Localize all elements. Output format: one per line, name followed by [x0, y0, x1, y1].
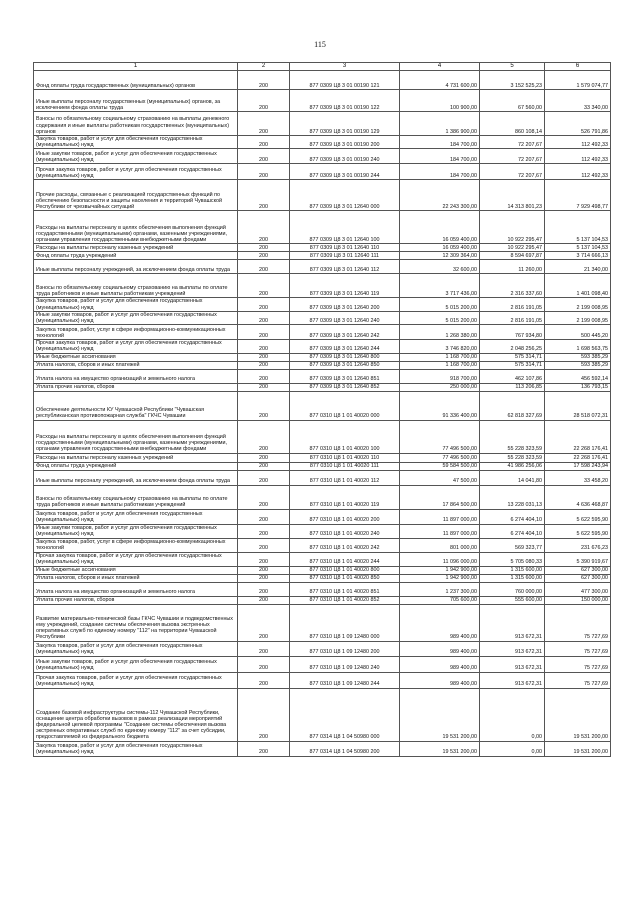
table-row	[34, 604, 611, 641]
row-code-2: 200	[238, 656, 290, 672]
row-name: Уплата налога на имущество организаций и земельного налога	[34, 582, 238, 596]
row-budget-code: 877 0310 Ц8 1 01 40020 242	[290, 538, 400, 552]
table-row	[34, 391, 611, 420]
table-row	[34, 274, 611, 298]
table-row	[34, 596, 611, 604]
row-value-4: 918 700,00	[400, 369, 480, 383]
table-row	[34, 180, 611, 211]
row-value-4: 1 237 300,00	[400, 582, 480, 596]
row-budget-code: 877 0310 Ц8 1 01 40020 112	[290, 470, 400, 485]
row-value-6: 1 579 074,77	[545, 71, 611, 90]
row-name: Взносы по обязательному социальному страхованию на выплаты денежного содержания и иные выплаты работникам государственных (муниципальных) органов	[34, 112, 238, 136]
row-budget-code: 877 0310 Ц8 1 01 40020 851	[290, 582, 400, 596]
row-name: Закупка товаров, работ и услуг для обеспечения государственных (муниципальных) нужд	[34, 298, 238, 311]
row-name: Прочая закупка товаров, работ и услуг для обеспечения государственных (муниципальных) нужд	[34, 672, 238, 688]
row-budget-code: 877 0310 Ц8 1 09 12480 200	[290, 641, 400, 656]
row-budget-code: 877 0309 Ц8 3 01 12640 112	[290, 260, 400, 274]
row-value-6: 19 531 200,00	[545, 741, 611, 756]
row-code-2: 200	[238, 180, 290, 211]
row-budget-code: 877 0309 Ц8 3 01 12640 800	[290, 353, 400, 361]
row-value-5: 0,00	[480, 741, 545, 756]
row-value-4: 47 500,00	[400, 470, 480, 485]
row-code-2: 200	[238, 112, 290, 136]
table-row	[34, 552, 611, 566]
row-value-6: 5 390 919,67	[545, 552, 611, 566]
row-value-6: 112 492,33	[545, 136, 611, 149]
table-row	[34, 688, 611, 741]
row-value-4: 77 496 500,00	[400, 420, 480, 453]
row-budget-code: 877 0309 Ц8 3 01 12640 852	[290, 383, 400, 391]
table-row	[34, 112, 611, 136]
row-value-6: 2 199 008,95	[545, 298, 611, 311]
row-value-5: 2 816 191,05	[480, 298, 545, 311]
row-value-4: 3 746 820,00	[400, 340, 480, 353]
table-row	[34, 353, 611, 361]
row-code-2: 200	[238, 260, 290, 274]
row-budget-code: 877 0310 Ц8 1 01 40020 000	[290, 391, 400, 420]
row-value-4: 16 059 400,00	[400, 244, 480, 252]
row-value-6: 500 445,20	[545, 325, 611, 340]
table-row	[34, 574, 611, 582]
column-header: 6	[545, 63, 611, 71]
row-budget-code: 877 0309 Ц8 3 01 12640 110	[290, 244, 400, 252]
row-name: Взносы по обязательному социальному страхованию на выплаты по оплате труда работников и иные выплаты работникам учреждений	[34, 485, 238, 509]
row-name: Уплата налога на имущество организаций и земельного налога	[34, 369, 238, 383]
row-value-5: 0,00	[480, 688, 545, 741]
table-row	[34, 211, 611, 244]
row-code-2: 200	[238, 566, 290, 574]
row-value-6: 4 636 468,87	[545, 485, 611, 509]
table-row	[34, 260, 611, 274]
row-code-2: 200	[238, 462, 290, 470]
row-code-2: 200	[238, 340, 290, 353]
row-value-5: 72 207,67	[480, 136, 545, 149]
row-name: Иные выплаты персоналу учреждений, за исключением фонда оплаты труда	[34, 470, 238, 485]
table-row	[34, 656, 611, 672]
row-value-4: 184 700,00	[400, 164, 480, 180]
row-name: Закупка товаров, работ, услуг в сфере информационно-коммуникационных технологий	[34, 538, 238, 552]
row-budget-code: 877 0309 Ц8 3 01 12640 242	[290, 325, 400, 340]
row-budget-code: 877 0309 Ц8 3 01 00190 129	[290, 112, 400, 136]
row-value-5: 14 041,80	[480, 470, 545, 485]
row-value-5: 11 260,00	[480, 260, 545, 274]
table-row	[34, 252, 611, 260]
row-budget-code: 877 0310 Ц8 1 01 40020 200	[290, 509, 400, 524]
row-budget-code: 877 0309 Ц8 3 01 12640 851	[290, 369, 400, 383]
row-code-2: 200	[238, 136, 290, 149]
row-value-5: 8 594 697,87	[480, 252, 545, 260]
table-row	[34, 741, 611, 756]
row-budget-code: 877 0310 Ц8 1 01 40020 850	[290, 574, 400, 582]
row-value-6: 5 622 595,90	[545, 509, 611, 524]
row-name: Закупка товаров, работ и услуг для обеспечения государственных (муниципальных) нужд	[34, 641, 238, 656]
row-value-5: 55 228 323,59	[480, 453, 545, 462]
row-budget-code: 877 0309 Ц8 3 01 12640 119	[290, 274, 400, 298]
row-value-4: 989 400,00	[400, 672, 480, 688]
row-value-5: 2 048 256,25	[480, 340, 545, 353]
row-value-4: 16 059 400,00	[400, 211, 480, 244]
row-name: Прочая закупка товаров, работ и услуг для обеспечения государственных (муниципальных) нужд	[34, 164, 238, 180]
row-code-2: 200	[238, 244, 290, 252]
row-name: Иные выплаты персоналу учреждений, за исключением фонда оплаты труда	[34, 260, 238, 274]
row-name: Обеспечение деятельности КУ Чувашской Республики "Чувашская республиканская противопожарная служба" ГКЧС Чувашии	[34, 391, 238, 420]
row-value-5: 72 207,67	[480, 164, 545, 180]
row-value-5: 3 152 525,23	[480, 71, 545, 90]
row-name: Уплата налогов, сборов и иных платежей	[34, 361, 238, 369]
row-value-6: 28 518 072,31	[545, 391, 611, 420]
row-code-2: 200	[238, 361, 290, 369]
row-value-5: 2 316 337,60	[480, 274, 545, 298]
row-value-5: 72 207,67	[480, 149, 545, 164]
row-name: Уплата прочих налогов, сборов	[34, 596, 238, 604]
row-value-5: 860 108,14	[480, 112, 545, 136]
row-value-4: 100 900,00	[400, 90, 480, 112]
row-value-4: 1 942 900,00	[400, 566, 480, 574]
row-code-2: 200	[238, 211, 290, 244]
row-code-2: 200	[238, 325, 290, 340]
table-row	[34, 524, 611, 538]
row-name: Расходы на выплаты персоналу в целях обеспечения выполнения функций государственными (муниципальными) органами, казенными учреждениями, органами управления государственными внебюджетными фондами	[34, 420, 238, 453]
row-value-5: 913 672,31	[480, 641, 545, 656]
row-value-4: 1 168 700,00	[400, 353, 480, 361]
row-value-5: 62 818 327,69	[480, 391, 545, 420]
row-value-6: 112 492,33	[545, 164, 611, 180]
row-code-2: 200	[238, 274, 290, 298]
row-value-4: 19 531 200,00	[400, 688, 480, 741]
row-value-6: 231 676,23	[545, 538, 611, 552]
table-row	[34, 453, 611, 462]
row-budget-code: 877 0309 Ц8 3 01 12640 100	[290, 211, 400, 244]
budget-table	[33, 62, 611, 757]
row-value-6: 7 929 498,77	[545, 180, 611, 211]
table-row	[34, 485, 611, 509]
row-budget-code: 877 0309 Ц8 3 01 00190 200	[290, 136, 400, 149]
row-value-4: 11 096 000,00	[400, 552, 480, 566]
row-value-6: 2 199 008,95	[545, 311, 611, 324]
row-code-2: 200	[238, 641, 290, 656]
row-value-4: 59 584 500,00	[400, 462, 480, 470]
row-value-6: 19 531 200,00	[545, 688, 611, 741]
row-code-2: 200	[238, 470, 290, 485]
table-row	[34, 672, 611, 688]
column-header: 3	[290, 63, 400, 71]
row-value-4: 184 700,00	[400, 149, 480, 164]
row-name: Иные выплаты персоналу государственных (муниципальных) органов, за исключением фонда оплаты труда	[34, 90, 238, 112]
row-value-5: 5 705 080,33	[480, 552, 545, 566]
row-value-6: 593 385,29	[545, 361, 611, 369]
row-value-5: 1 315 600,00	[480, 574, 545, 582]
table-row	[34, 311, 611, 324]
row-value-6: 1 698 563,75	[545, 340, 611, 353]
row-value-4: 1 386 900,00	[400, 112, 480, 136]
row-name: Иные закупки товаров, работ и услуг для обеспечения государственных (муниципальных) нужд	[34, 149, 238, 164]
row-name: Иные закупки товаров, работ и услуг для обеспечения государственных (муниципальных) нужд	[34, 656, 238, 672]
row-value-4: 22 243 300,00	[400, 180, 480, 211]
row-code-2: 200	[238, 538, 290, 552]
row-value-4: 11 897 000,00	[400, 524, 480, 538]
row-budget-code: 877 0310 Ц8 1 01 40020 111	[290, 462, 400, 470]
row-code-2: 200	[238, 596, 290, 604]
row-value-5: 41 986 256,06	[480, 462, 545, 470]
row-name: Расходы на выплаты персоналу казенных учреждений	[34, 244, 238, 252]
table-row	[34, 369, 611, 383]
row-value-5: 6 274 404,10	[480, 509, 545, 524]
row-budget-code: 877 0309 Ц8 3 01 12640 000	[290, 180, 400, 211]
row-code-2: 200	[238, 383, 290, 391]
row-value-6: 477 300,00	[545, 582, 611, 596]
row-code-2: 200	[238, 688, 290, 741]
row-value-6: 5 622 595,90	[545, 524, 611, 538]
table-row	[34, 90, 611, 112]
row-value-6: 3 714 666,13	[545, 252, 611, 260]
row-code-2: 200	[238, 485, 290, 509]
row-budget-code: 877 0309 Ц8 3 01 00190 121	[290, 71, 400, 90]
row-budget-code: 877 0310 Ц8 1 01 40020 852	[290, 596, 400, 604]
row-code-2: 200	[238, 604, 290, 641]
row-budget-code: 877 0309 Ц8 3 01 12640 111	[290, 252, 400, 260]
row-value-6: 75 727,69	[545, 656, 611, 672]
row-value-4: 19 531 200,00	[400, 741, 480, 756]
table-row	[34, 71, 611, 90]
table-row	[34, 340, 611, 353]
row-name: Закупка товаров, работ, услуг в сфере информационно-коммуникационных технологий	[34, 325, 238, 340]
table-header-row	[34, 63, 611, 71]
row-value-5: 10 922 295,47	[480, 244, 545, 252]
table-row	[34, 244, 611, 252]
row-value-4: 989 400,00	[400, 604, 480, 641]
row-name: Прочая закупка товаров, работ и услуг для обеспечения государственных (муниципальных) нужд	[34, 552, 238, 566]
row-code-2: 200	[238, 90, 290, 112]
row-value-4: 17 864 500,00	[400, 485, 480, 509]
row-name: Уплата налогов, сборов и иных платежей	[34, 574, 238, 582]
table-row	[34, 361, 611, 369]
row-code-2: 200	[238, 741, 290, 756]
row-value-5: 55 228 323,59	[480, 420, 545, 453]
row-code-2: 200	[238, 353, 290, 361]
table-row	[34, 509, 611, 524]
row-value-5: 14 313 801,23	[480, 180, 545, 211]
row-value-4: 5 015 200,00	[400, 311, 480, 324]
row-value-4: 91 336 400,00	[400, 391, 480, 420]
row-name: Взносы по обязательному социальному страхованию на выплаты по оплате труда работников и иные выплаты работникам учреждений	[34, 274, 238, 298]
row-value-4: 11 897 000,00	[400, 509, 480, 524]
row-code-2: 200	[238, 672, 290, 688]
row-value-6: 22 268 176,41	[545, 420, 611, 453]
row-value-6: 1 401 098,40	[545, 274, 611, 298]
row-value-5: 555 600,00	[480, 596, 545, 604]
row-value-4: 77 496 500,00	[400, 453, 480, 462]
row-value-5: 767 934,80	[480, 325, 545, 340]
row-value-4: 989 400,00	[400, 641, 480, 656]
row-name: Иные бюджетные ассигнования	[34, 566, 238, 574]
row-name: Закупка товаров, работ и услуг для обеспечения государственных (муниципальных) нужд	[34, 136, 238, 149]
row-value-6: 136 793,15	[545, 383, 611, 391]
row-code-2: 200	[238, 552, 290, 566]
row-value-5: 67 560,00	[480, 90, 545, 112]
row-value-5: 10 922 295,47	[480, 211, 545, 244]
table-row	[34, 538, 611, 552]
row-value-6: 75 727,69	[545, 672, 611, 688]
table-row	[34, 383, 611, 391]
row-value-4: 1 942 900,00	[400, 574, 480, 582]
row-value-6: 75 727,69	[545, 604, 611, 641]
row-value-4: 4 731 600,00	[400, 71, 480, 90]
row-budget-code: 877 0309 Ц8 3 01 12640 850	[290, 361, 400, 369]
row-code-2: 200	[238, 509, 290, 524]
table-row	[34, 325, 611, 340]
row-budget-code: 877 0309 Ц8 3 01 12640 240	[290, 311, 400, 324]
row-value-6: 627 300,00	[545, 574, 611, 582]
row-budget-code: 877 0310 Ц8 1 01 40020 800	[290, 566, 400, 574]
row-name: Закупка товаров, работ и услуг для обеспечения государственных (муниципальных) нужд	[34, 509, 238, 524]
row-value-4: 801 000,00	[400, 538, 480, 552]
row-value-5: 913 672,31	[480, 604, 545, 641]
row-value-6: 5 137 104,53	[545, 244, 611, 252]
row-value-4: 1 168 700,00	[400, 361, 480, 369]
column-header: 1	[34, 63, 238, 71]
row-name: Расходы на выплаты персоналу казенных учреждений	[34, 453, 238, 462]
row-value-6: 627 300,00	[545, 566, 611, 574]
row-value-6: 150 000,00	[545, 596, 611, 604]
row-value-5: 575 314,71	[480, 353, 545, 361]
table-row	[34, 298, 611, 311]
row-code-2: 200	[238, 574, 290, 582]
row-value-5: 760 000,00	[480, 582, 545, 596]
row-budget-code: 877 0310 Ц8 1 01 40020 240	[290, 524, 400, 538]
row-budget-code: 877 0309 Ц8 3 01 12640 200	[290, 298, 400, 311]
row-budget-code: 877 0310 Ц8 1 09 12480 240	[290, 656, 400, 672]
row-code-2: 200	[238, 149, 290, 164]
row-code-2: 200	[238, 524, 290, 538]
row-value-6: 33 458,20	[545, 470, 611, 485]
row-value-6: 593 385,29	[545, 353, 611, 361]
row-code-2: 200	[238, 298, 290, 311]
row-value-4: 1 268 380,00	[400, 325, 480, 340]
row-name: Иные закупки товаров, работ и услуг для обеспечения государственных (муниципальных) нужд	[34, 524, 238, 538]
row-code-2: 200	[238, 420, 290, 453]
row-budget-code: 877 0314 Ц8 1 04 50980 200	[290, 741, 400, 756]
row-name: Фонд оплаты труда учреждений	[34, 252, 238, 260]
row-name: Фонд оплаты труда учреждений	[34, 462, 238, 470]
row-value-6: 526 791,86	[545, 112, 611, 136]
row-budget-code: 877 0310 Ц8 1 09 12480 244	[290, 672, 400, 688]
row-value-6: 17 598 243,94	[545, 462, 611, 470]
row-value-4: 32 600,00	[400, 260, 480, 274]
row-value-6: 112 492,33	[545, 149, 611, 164]
table-row	[34, 136, 611, 149]
row-value-6: 33 340,00	[545, 90, 611, 112]
row-name: Уплата прочих налогов, сборов	[34, 383, 238, 391]
table-row	[34, 641, 611, 656]
row-value-6: 22 268 176,41	[545, 453, 611, 462]
row-value-5: 913 672,31	[480, 672, 545, 688]
row-budget-code: 877 0314 Ц8 1 04 50980 000	[290, 688, 400, 741]
row-value-5: 575 314,71	[480, 361, 545, 369]
column-header: 4	[400, 63, 480, 71]
row-value-5: 6 274 404,10	[480, 524, 545, 538]
row-value-6: 456 592,14	[545, 369, 611, 383]
table-row	[34, 470, 611, 485]
table-row	[34, 462, 611, 470]
row-code-2: 200	[238, 369, 290, 383]
column-header: 5	[480, 63, 545, 71]
row-value-5: 913 672,31	[480, 656, 545, 672]
row-budget-code: 877 0310 Ц8 1 01 40020 244	[290, 552, 400, 566]
row-name: Прочие расходы, связанные с реализацией государственных функций по обеспечению безопасности и защиты населения и территорий Чувашской Республики от чрезвычайных ситуаций	[34, 180, 238, 211]
row-name: Развитие материально-технической базы ГКЧС Чувашии и подведомственных ему учреждений, создание системы обеспечения вызова экстренных оперативных служб по единому номеру "112" на территории Чувашской Республики	[34, 604, 238, 641]
row-budget-code: 877 0309 Ц8 3 01 00190 122	[290, 90, 400, 112]
row-budget-code: 877 0309 Ц8 3 01 00190 240	[290, 149, 400, 164]
row-name: Прочая закупка товаров, работ и услуг для обеспечения государственных (муниципальных) нужд	[34, 340, 238, 353]
row-budget-code: 877 0309 Ц8 3 01 12640 244	[290, 340, 400, 353]
row-name: Иные бюджетные ассигнования	[34, 353, 238, 361]
row-value-5: 13 228 031,13	[480, 485, 545, 509]
row-code-2: 200	[238, 252, 290, 260]
page-number: 115	[314, 40, 326, 49]
row-value-5: 462 107,86	[480, 369, 545, 383]
row-value-4: 705 600,00	[400, 596, 480, 604]
row-value-5: 2 816 191,05	[480, 311, 545, 324]
row-code-2: 200	[238, 71, 290, 90]
table-row	[34, 582, 611, 596]
row-code-2: 200	[238, 391, 290, 420]
row-value-5: 569 323,77	[480, 538, 545, 552]
row-budget-code: 877 0310 Ц8 1 01 40020 110	[290, 453, 400, 462]
row-budget-code: 877 0309 Ц8 3 01 00190 244	[290, 164, 400, 180]
row-value-4: 12 309 364,00	[400, 252, 480, 260]
row-name: Закупка товаров, работ и услуг для обеспечения государственных (муниципальных) нужд	[34, 741, 238, 756]
row-code-2: 200	[238, 164, 290, 180]
row-name: Иные закупки товаров, работ и услуг для обеспечения государственных (муниципальных) нужд	[34, 311, 238, 324]
row-value-6: 75 727,69	[545, 641, 611, 656]
row-budget-code: 877 0310 Ц8 1 01 40020 100	[290, 420, 400, 453]
row-value-4: 5 015 200,00	[400, 298, 480, 311]
row-budget-code: 877 0310 Ц8 1 01 40020 119	[290, 485, 400, 509]
row-code-2: 200	[238, 311, 290, 324]
table-row	[34, 164, 611, 180]
row-name: Расходы на выплаты персоналу в целях обеспечения выполнения функций государственными (муниципальными) органами, казенными учреждениями, органами управления государственными внебюджетными фондами	[34, 211, 238, 244]
row-value-5: 1 315 600,00	[480, 566, 545, 574]
row-code-2: 200	[238, 582, 290, 596]
row-value-6: 21 340,00	[545, 260, 611, 274]
row-value-4: 3 717 436,00	[400, 274, 480, 298]
column-header: 2	[238, 63, 290, 71]
row-value-6: 5 137 104,53	[545, 211, 611, 244]
row-name: Фонд оплаты труда государственных (муниципальных) органов	[34, 71, 238, 90]
row-budget-code: 877 0310 Ц8 1 09 12480 000	[290, 604, 400, 641]
table-row	[34, 420, 611, 453]
row-value-4: 989 400,00	[400, 656, 480, 672]
row-value-4: 184 700,00	[400, 136, 480, 149]
row-value-5: 113 206,85	[480, 383, 545, 391]
row-value-4: 250 000,00	[400, 383, 480, 391]
row-code-2: 200	[238, 453, 290, 462]
table-row	[34, 566, 611, 574]
row-name: Создание базовой инфраструктуры системы-112 Чувашской Республики, оснащение центра обработки вызовов в рамках реализации мероприятий федеральной целевой программы "Создание системы обеспечения вызова экстренных оперативных служб по единому номеру "112" за счет субсидии, предоставляемой из федерального бюджета	[34, 688, 238, 741]
table-row	[34, 149, 611, 164]
